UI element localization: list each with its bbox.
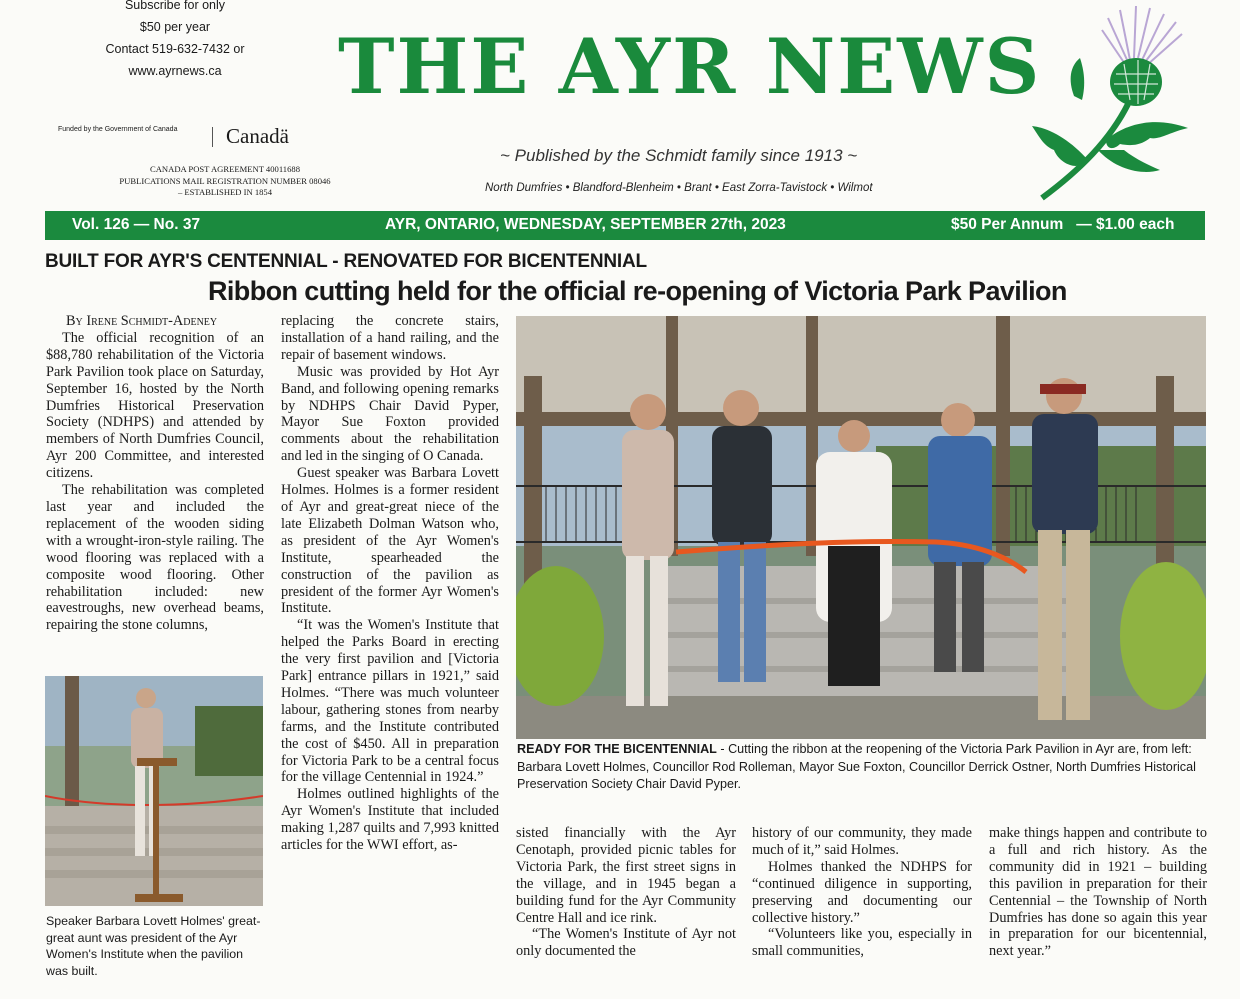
byline: By Irene Schmidt-Adeney bbox=[66, 313, 218, 329]
speaker-photo-caption: Speaker Barbara Lovett Holmes' great-great aunt was president of the Ayr Women's Institute when the pavilion was built. bbox=[46, 914, 261, 978]
post-info bbox=[80, 164, 370, 199]
article-column-1 bbox=[46, 313, 264, 634]
price: $50 Per Annum — $1.00 each bbox=[951, 216, 1175, 233]
paragraph: “It was the Women's Institute that helped the Parks Board in erecting the very first pavilion and [Victoria Park] entrance pillars in 1921,” said Holmes. “There was much volunteer labour, gathering stones from nearby farms, and the Institute contributed the cost of $450. All in preparation for Victoria Park to be a central focus for the village Centennial in 1924.” bbox=[281, 617, 499, 786]
canada-wordmark: Canadä bbox=[226, 124, 289, 148]
paragraph: make things happen and contribute to a full and rich history. As the community did in 1921 – building this pavilion in preparation for their Centennial – the Township of North Dumfries has done so again this year in preparation for our bicentennial, next year.” bbox=[989, 825, 1207, 960]
newspaper-title: THE AYR NEWS bbox=[338, 22, 1042, 111]
subscribe-line: Contact 519-632-7432 or bbox=[105, 42, 245, 56]
paragraph: history of our community, they made much of it,” said Holmes. bbox=[752, 825, 972, 858]
ribbon-cutting-photo bbox=[516, 316, 1206, 739]
thistle-icon bbox=[1010, 0, 1210, 205]
ribbon-photo-caption bbox=[517, 741, 1209, 794]
article-column-2 bbox=[281, 313, 499, 854]
paragraph: The rehabilitation was completed last year and included the replacement of the wooden siding with a wrought-iron-style railing. The wood flooring was replaced with a composite wood flooring. Other rehabilitation included: new eavestroughs, new overhead beams, repairing the stone columns, bbox=[46, 482, 264, 634]
paragraph: “Volunteers like you, especially in small communities, bbox=[752, 926, 972, 960]
regions-line: North Dumfries • Blandford-Blenheim • Brant • East Zorra-Tavistock • Wilmot bbox=[485, 182, 873, 194]
speaker-photo bbox=[45, 676, 263, 906]
paragraph: sisted financially with the Ayr Cenotaph, provided picnic tables for Victoria Park, the first street signs in the village, and in 1945 began a building fund for the Ayr Community Centre Hall and ice rink. bbox=[516, 825, 736, 926]
post-line: PUBLICATIONS MAIL REGISTRATION NUMBER 08046 bbox=[119, 175, 331, 186]
paragraph: Holmes outlined highlights of the Ayr Women's Institute that included making 1,287 quilts and 7,993 knitted articles for the WWI effort, as- bbox=[281, 786, 499, 854]
article-column-3 bbox=[516, 825, 736, 960]
main-headline: Ribbon cutting held for the official re-opening of Victoria Park Pavilion bbox=[208, 276, 1067, 306]
article-column-4 bbox=[752, 825, 972, 960]
subscribe-info bbox=[60, 0, 290, 82]
article-column-5 bbox=[989, 825, 1207, 960]
kicker-headline: BUILT FOR AYR'S CENTENNIAL - RENOVATED FOR BICENTENNIAL bbox=[45, 251, 647, 272]
paragraph: “The Women's Institute of Ayr not only documented the bbox=[516, 926, 736, 960]
paragraph: replacing the concrete stairs, installation of a hand railing, and the repair of basement windows. bbox=[281, 313, 499, 363]
funded-divider bbox=[212, 127, 213, 147]
caption-text: - Cutting the ribbon at the reopening of the Victoria Park Pavilion in Ayr are, from left: Barbara Lovett Holmes, Councillor Rod Rolleman, Mayor Sue Foxton, Councillor Derrick Ostner, North Dumfries Historical Preservation Society Chair David Pyper. bbox=[517, 742, 1196, 791]
paragraph: Holmes thanked the NDHPS for “continued diligence in supporting, preserving and documenting our collective history.” bbox=[752, 858, 972, 926]
subscribe-line: Subscribe for only bbox=[124, 0, 226, 12]
paragraph: Music was provided by Hot Ayr Band, and following opening remarks by NDHPS Chair David Pyper, Mayor Sue Foxton provided comments about the rehabilitation and led in the singing of O Canada. bbox=[281, 363, 499, 465]
dateline: AYR, ONTARIO, WEDNESDAY, SEPTEMBER 27th, 2023 bbox=[385, 216, 786, 233]
funded-note: Funded by the Government of Canada bbox=[58, 126, 178, 133]
post-line: – ESTABLISHED IN 1854 bbox=[177, 187, 273, 197]
subscribe-link[interactable]: www.ayrnews.ca bbox=[128, 64, 222, 78]
subscribe-line: $50 per year bbox=[139, 20, 211, 34]
tagline: ~ Published by the Schmidt family since 1913 ~ bbox=[500, 146, 858, 165]
issue-bar bbox=[45, 211, 1205, 240]
post-line: CANADA POST AGREEMENT 40011688 bbox=[149, 164, 300, 174]
paragraph: The official recognition of an $88,780 rehabilitation of the Victoria Park Pavilion took place on Saturday, September 16, hosted by the North Dumfries Historical Preservation Society (NDHPS) and attended by members of North Dumfries Council, Ayr 200 Committee, and interested citizens. bbox=[46, 329, 264, 482]
paragraph: Guest speaker was Barbara Lovett Holmes. Holmes is a former resident of Ayr and great-great niece of the late Elizabeth Dolman Watson who, as president of the Ayr Women's Institute, spearheaded the construction of the pavilion as president of the former Ayr Women's Institute. bbox=[281, 465, 499, 617]
volume-number: Vol. 126 — No. 37 bbox=[72, 216, 201, 233]
caption-lead: READY FOR THE BICENTENNIAL bbox=[517, 742, 717, 756]
